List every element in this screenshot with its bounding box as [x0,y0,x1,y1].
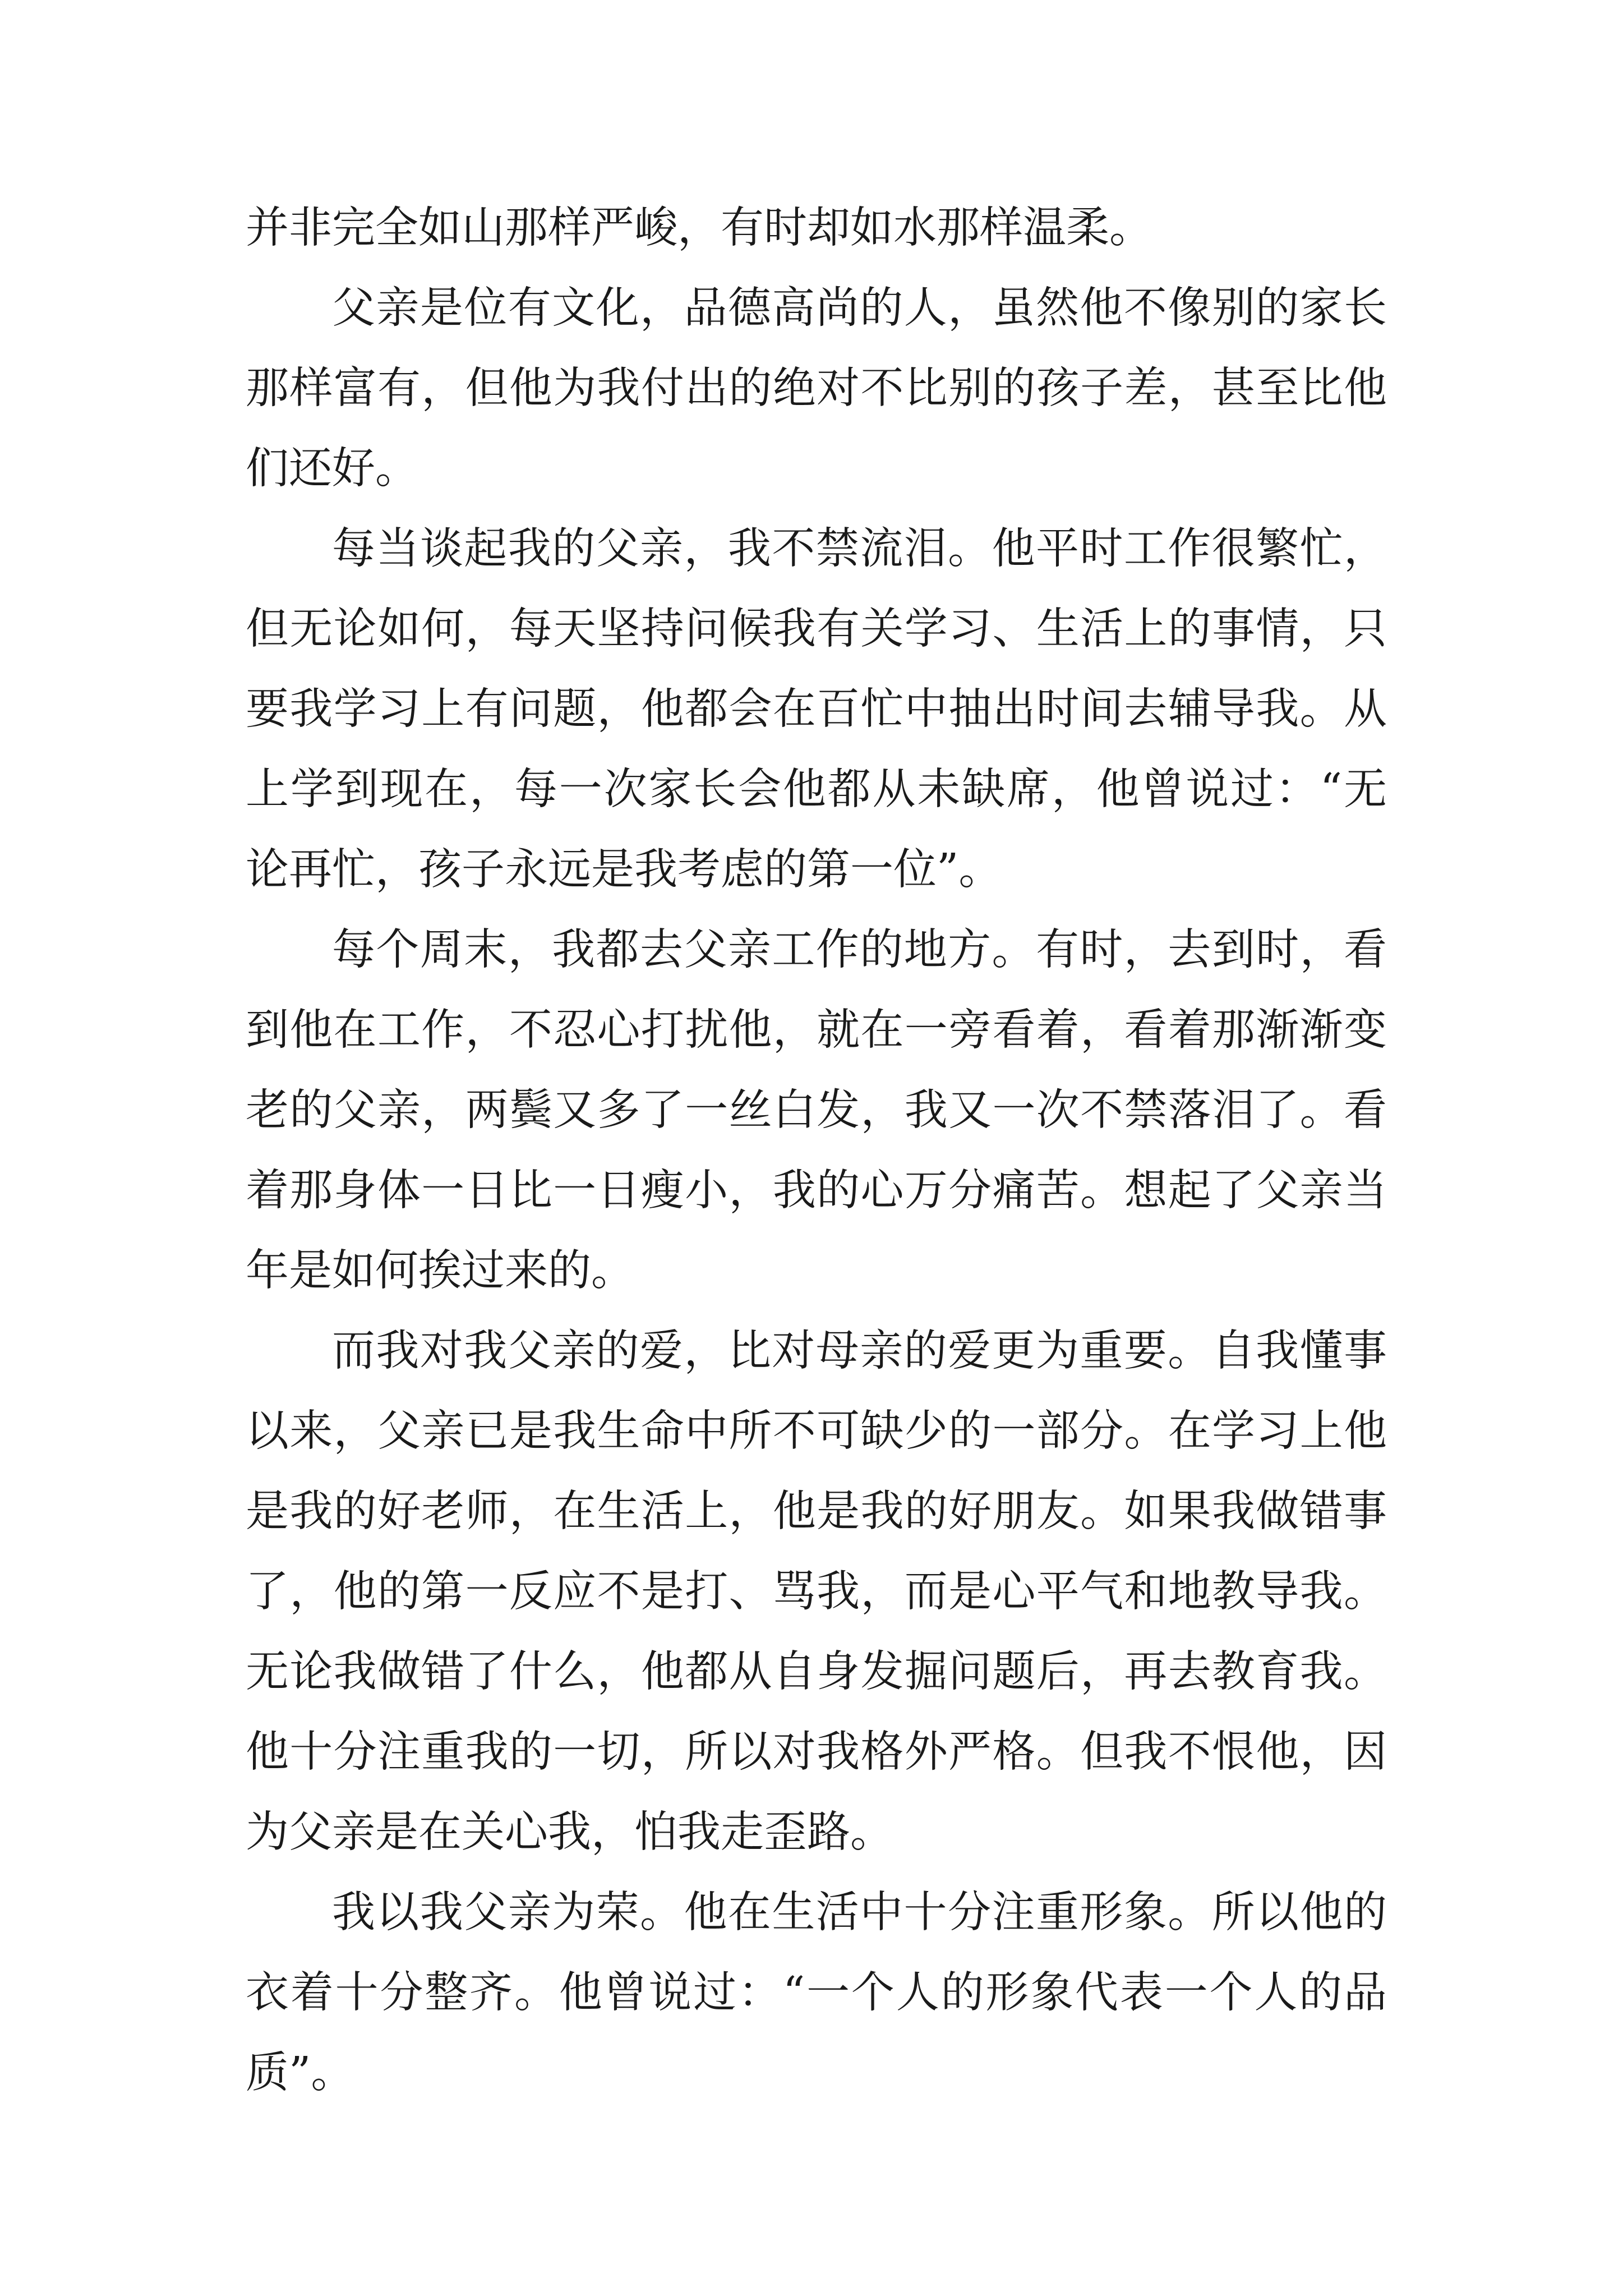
paragraph: 而我对我父亲的爱，比对母亲的爱更为重要。自我懂事以来，父亲已是我生命中所不可缺少的一部分。在学习上他是我的好老师，在生活上，他是我的好朋友。如果我做错事了，他的第一反应不是打、骂我，而是心平气和地教导我。无论我做错了什么，他都从自身发掘问题后，再去教育我。他十分注重我的一切，所以对我格外严格。但我不恨他，因为父亲是在关心我，怕我走歪路。 [246,1326,1387,1857]
paragraph: 父亲是位有文化，品德高尚的人，虽然他不像别的家长那样富有，但他为我付出的绝对不比别的孩子差，甚至比他们还好。 [246,283,1387,494]
paragraph-continuation: 并非完全如山那样严峻，有时却如水那样温柔。 [246,203,1152,253]
paragraph: 我以我父亲为荣。他在生活中十分注重形象。所以他的衣着十分整齐。他曾说过：“一个人的形象代表一个人的品质”。 [246,1888,1387,2098]
paragraph: 每当谈起我的父亲，我不禁流泪。他平时工作很繁忙，但无论如何，每天坚持问候我有关学习、生活上的事情，只要我学习上有问题，他都会在百忙中抽出时间去辅导我。从上学到现在，每一次家长会他都从未缺席，他曾说过：“无论再忙，孩子永远是我考虑的第一位”。 [246,524,1387,895]
paragraph: 每个周末，我都去父亲工作的地方。有时，去到时，看到他在工作，不忍心打扰他，就在一旁看着，看着那渐渐变老的父亲，两鬓又多了一丝白发，我又一次不禁落泪了。看着那身体一日比一日瘦小，我的心万分痛苦。想起了父亲当年是如何挨过来的。 [246,925,1387,1296]
essay-body [246,188,1387,2113]
